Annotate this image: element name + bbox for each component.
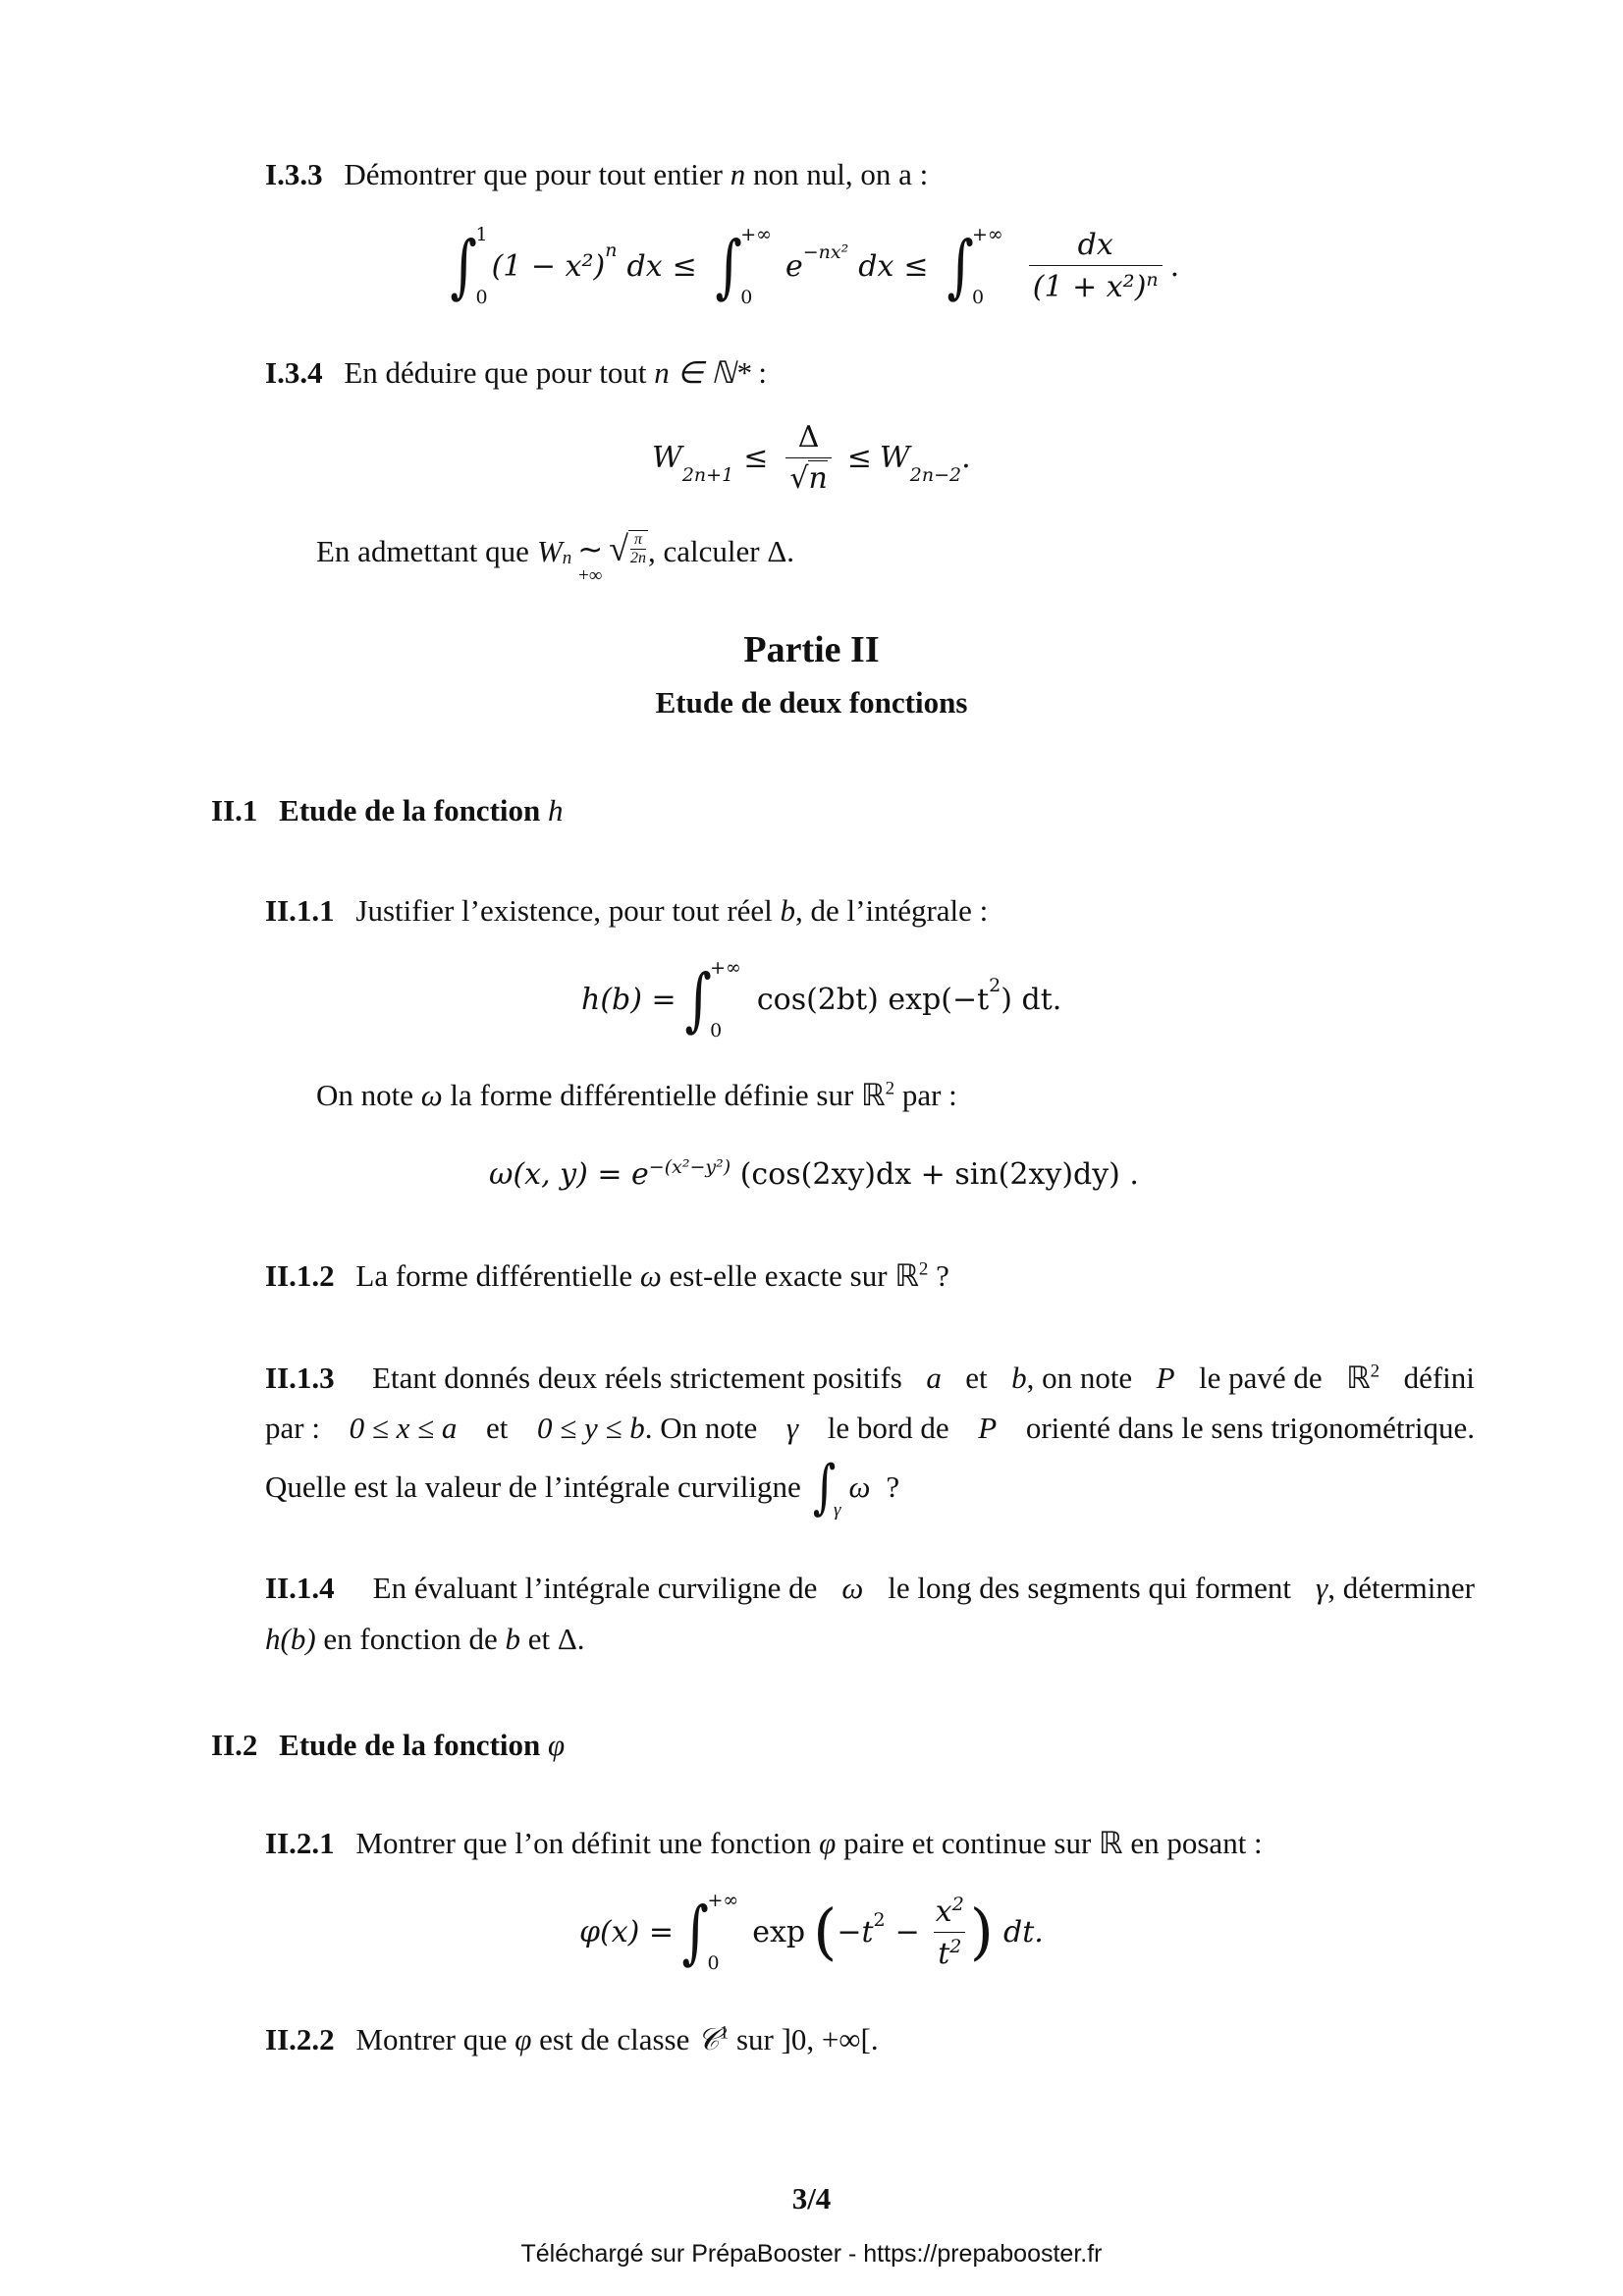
math-exp: −(x²−y²) <box>648 1156 731 1178</box>
math-exp: 2 <box>1370 1361 1380 1382</box>
integral: ∫ +∞ 0 <box>715 224 772 308</box>
sqrt: √ π 2n <box>609 529 647 568</box>
math-var: γ <box>1315 1571 1328 1605</box>
question-text: en fonction de <box>323 1622 498 1656</box>
math-term: dx <box>626 248 663 284</box>
question-label: I.3.4 <box>265 355 323 390</box>
math-var: ω <box>639 1258 662 1293</box>
math-inline: 0 ≤ x ≤ a <box>349 1411 458 1445</box>
section-title: Etude de la fonction <box>279 793 541 828</box>
math-sub: 2n+1 <box>681 464 734 486</box>
question-text: Montrer que <box>355 2022 508 2056</box>
math-exp: 2 <box>885 1078 895 1099</box>
math-inline: 0 ≤ y ≤ b <box>536 1411 645 1445</box>
section-label: II.2 <box>211 1728 258 1762</box>
math-op: − <box>894 1914 920 1949</box>
math-space: ℝ <box>894 1258 919 1293</box>
question-text: ? <box>886 1469 900 1504</box>
math-term: ω(x, y) = e <box>489 1157 649 1192</box>
question-label: II.1.1 <box>265 893 335 928</box>
fraction: $\frac{x^2}{t^2}$ <box>935 1893 964 1971</box>
question-text: Etant donnés deux réels strictement positifs <box>372 1361 902 1395</box>
question-text: en posant : <box>1130 1826 1263 1860</box>
math-var: φ <box>819 1826 837 1860</box>
question-text: le pavé de <box>1199 1361 1323 1395</box>
question-text: En évaluant l’intégrale curviligne de <box>372 1571 818 1605</box>
math-punct: . <box>1169 248 1180 284</box>
question-text: , on note <box>1026 1361 1133 1395</box>
math-op: ≤ <box>672 248 697 284</box>
question-II-1-4-line1 <box>265 1571 1475 1606</box>
question-I-3-4 <box>265 355 767 391</box>
question-II-1-2 <box>265 1258 949 1294</box>
math-exp: −nx² <box>802 241 849 263</box>
section-label: II.1 <box>211 793 258 828</box>
equation-omega <box>489 1156 1139 1192</box>
math-sub: 2n−2 <box>909 464 962 486</box>
math-term: cos(2bt) exp(−t <box>756 982 990 1017</box>
section-II-2 <box>211 1728 565 1763</box>
math-term: (cos(2xy)dx + sin(2xy)dy) . <box>739 1157 1139 1192</box>
note-text: par : <box>901 1078 957 1112</box>
question-II-1-4-line2 <box>265 1622 585 1657</box>
integral: ∫ 1 0 <box>450 224 488 308</box>
math-var: b <box>780 893 796 928</box>
math-op: ≤ <box>846 441 872 475</box>
download-credit: Téléchargé sur PrépaBooster - https://prepabooster.fr <box>520 2240 1103 2268</box>
question-text: Quelle est la valeur de l’intégrale curviligne <box>265 1469 801 1504</box>
question-II-2-2 <box>265 2022 879 2058</box>
question-text: , calculer Δ. <box>648 534 795 568</box>
math-var: φ <box>514 2022 532 2056</box>
math-term: dx <box>858 248 894 284</box>
math-inline: n ∈ ℕ* <box>654 355 751 390</box>
math-term: −t <box>837 1914 874 1949</box>
math-exp: 2 <box>873 1909 886 1931</box>
close-paren: ) <box>969 1896 994 1967</box>
question-text: En admettant que <box>316 534 529 568</box>
math-var: φ <box>548 1728 566 1762</box>
integral: ∫ γ <box>812 1453 841 1522</box>
math-var: γ <box>785 1411 799 1445</box>
integral: ∫ +∞ 0 <box>684 957 741 1041</box>
math-punct: . <box>961 441 971 475</box>
math-var: ω <box>420 1078 443 1112</box>
question-text: non nul, on a : <box>752 157 929 191</box>
question-text: orienté dans le sens trigonométrique. <box>1025 1411 1475 1445</box>
question-text: La forme différentielle <box>355 1258 633 1293</box>
math-var: P <box>1156 1361 1175 1395</box>
math-var: a <box>926 1361 942 1395</box>
equation-II-2-1 <box>579 1890 1044 1974</box>
math-inline: ]0, +∞[. <box>781 2022 879 2056</box>
math-term: φ(x) = <box>579 1914 675 1949</box>
math-var: b <box>1011 1361 1027 1395</box>
question-label: I.3.3 <box>265 157 323 191</box>
part-title: Partie II <box>743 629 880 670</box>
question-text: En déduire que pour tout <box>344 355 647 390</box>
question-text: le long des segments qui forment <box>888 1571 1291 1605</box>
integral: ∫ +∞ 0 <box>681 1890 739 1974</box>
open-paren: ( <box>813 1896 838 1967</box>
integral: ∫ +∞ 0 <box>947 224 1003 308</box>
question-text: ? <box>936 1258 949 1293</box>
math-inline: h(b) <box>265 1622 316 1656</box>
question-text: et Δ. <box>527 1622 585 1656</box>
question-label: II.2.2 <box>265 2022 335 2056</box>
part-subtitle: Etude de deux fonctions <box>655 685 968 720</box>
question-text: , déterminer <box>1327 1571 1475 1605</box>
fraction: $\frac{\Delta}{√n}$ <box>785 420 831 496</box>
fraction: $\frac{dx}{(1 + x^2)^n}$ <box>1029 228 1163 304</box>
section-II-1 <box>211 793 564 828</box>
math-term: h(b) = <box>581 982 676 1017</box>
math-sub: n <box>562 548 572 568</box>
equation-I-3-3 <box>442 224 1179 308</box>
question-text: par : <box>265 1411 320 1445</box>
question-label: II.1.4 <box>265 1571 335 1605</box>
math-func: exp <box>752 1914 806 1949</box>
omega-note <box>316 1078 957 1113</box>
equivalent-symbol: ∼ +∞ <box>577 532 604 586</box>
question-label: II.2.1 <box>265 1826 335 1860</box>
math-class: 𝒞 <box>697 2022 720 2056</box>
math-var: b <box>505 1622 520 1656</box>
question-label: II.1.2 <box>265 1258 335 1293</box>
question-text: . On note <box>644 1411 758 1445</box>
math-exp: 2 <box>989 975 1001 996</box>
question-II-1-1 <box>265 893 988 929</box>
question-text: Démontrer que pour tout entier <box>344 157 723 191</box>
question-text: : <box>758 355 767 390</box>
note-text: On note <box>316 1078 414 1112</box>
math-var: ω <box>841 1571 864 1605</box>
equation-II-1-1 <box>581 957 1061 1041</box>
question-text: défini <box>1403 1361 1475 1395</box>
math-var: ω <box>848 1469 871 1504</box>
math-term: W <box>536 534 563 568</box>
math-term: W <box>879 441 910 475</box>
math-exp: 1 <box>719 2022 730 2044</box>
note-text: la forme différentielle définie sur <box>450 1078 854 1112</box>
question-I-3-3 <box>265 157 928 192</box>
equation-I-3-4 <box>652 420 971 496</box>
question-label: II.1.3 <box>265 1361 335 1395</box>
section-title: Etude de la fonction <box>279 1728 541 1762</box>
math-op: ≤ <box>743 441 769 475</box>
question-text: et <box>965 1361 988 1395</box>
question-text: et <box>485 1411 509 1445</box>
question-text: Justifier l’existence, pour tout réel <box>355 893 773 928</box>
question-text: paire et continue sur <box>843 1826 1092 1860</box>
math-var: P <box>978 1411 998 1445</box>
math-space: ℝ <box>861 1078 886 1112</box>
math-var: h <box>548 793 564 828</box>
question-text: , de l’intégrale : <box>795 893 989 928</box>
question-II-1-3-line3 <box>265 1453 899 1522</box>
math-term: dt. <box>1003 1914 1044 1949</box>
page-number: 3/4 <box>791 2181 832 2216</box>
admit-line <box>316 529 795 586</box>
question-II-1-3-line1 <box>265 1361 1475 1396</box>
question-II-2-1 <box>265 1826 1263 1861</box>
question-text: est de classe <box>539 2022 690 2056</box>
question-II-1-3-line2 <box>265 1411 1475 1446</box>
math-exp: 2 <box>918 1258 929 1280</box>
math-exp: n <box>605 240 618 261</box>
math-space: ℝ <box>1346 1361 1371 1395</box>
math-var: n <box>730 157 746 191</box>
math-term: e <box>784 248 803 284</box>
math-op: ≤ <box>903 248 929 284</box>
question-text: le bord de <box>827 1411 949 1445</box>
math-term: ) dt. <box>1001 982 1062 1017</box>
math-term: (1 − x²) <box>491 248 606 284</box>
question-text: Montrer que l’on définit une fonction <box>355 1826 812 1860</box>
math-term: W <box>652 441 682 475</box>
math-space: ℝ <box>1099 1826 1123 1860</box>
question-text: sur <box>735 2022 774 2056</box>
question-text: est-elle exacte sur <box>669 1258 888 1293</box>
